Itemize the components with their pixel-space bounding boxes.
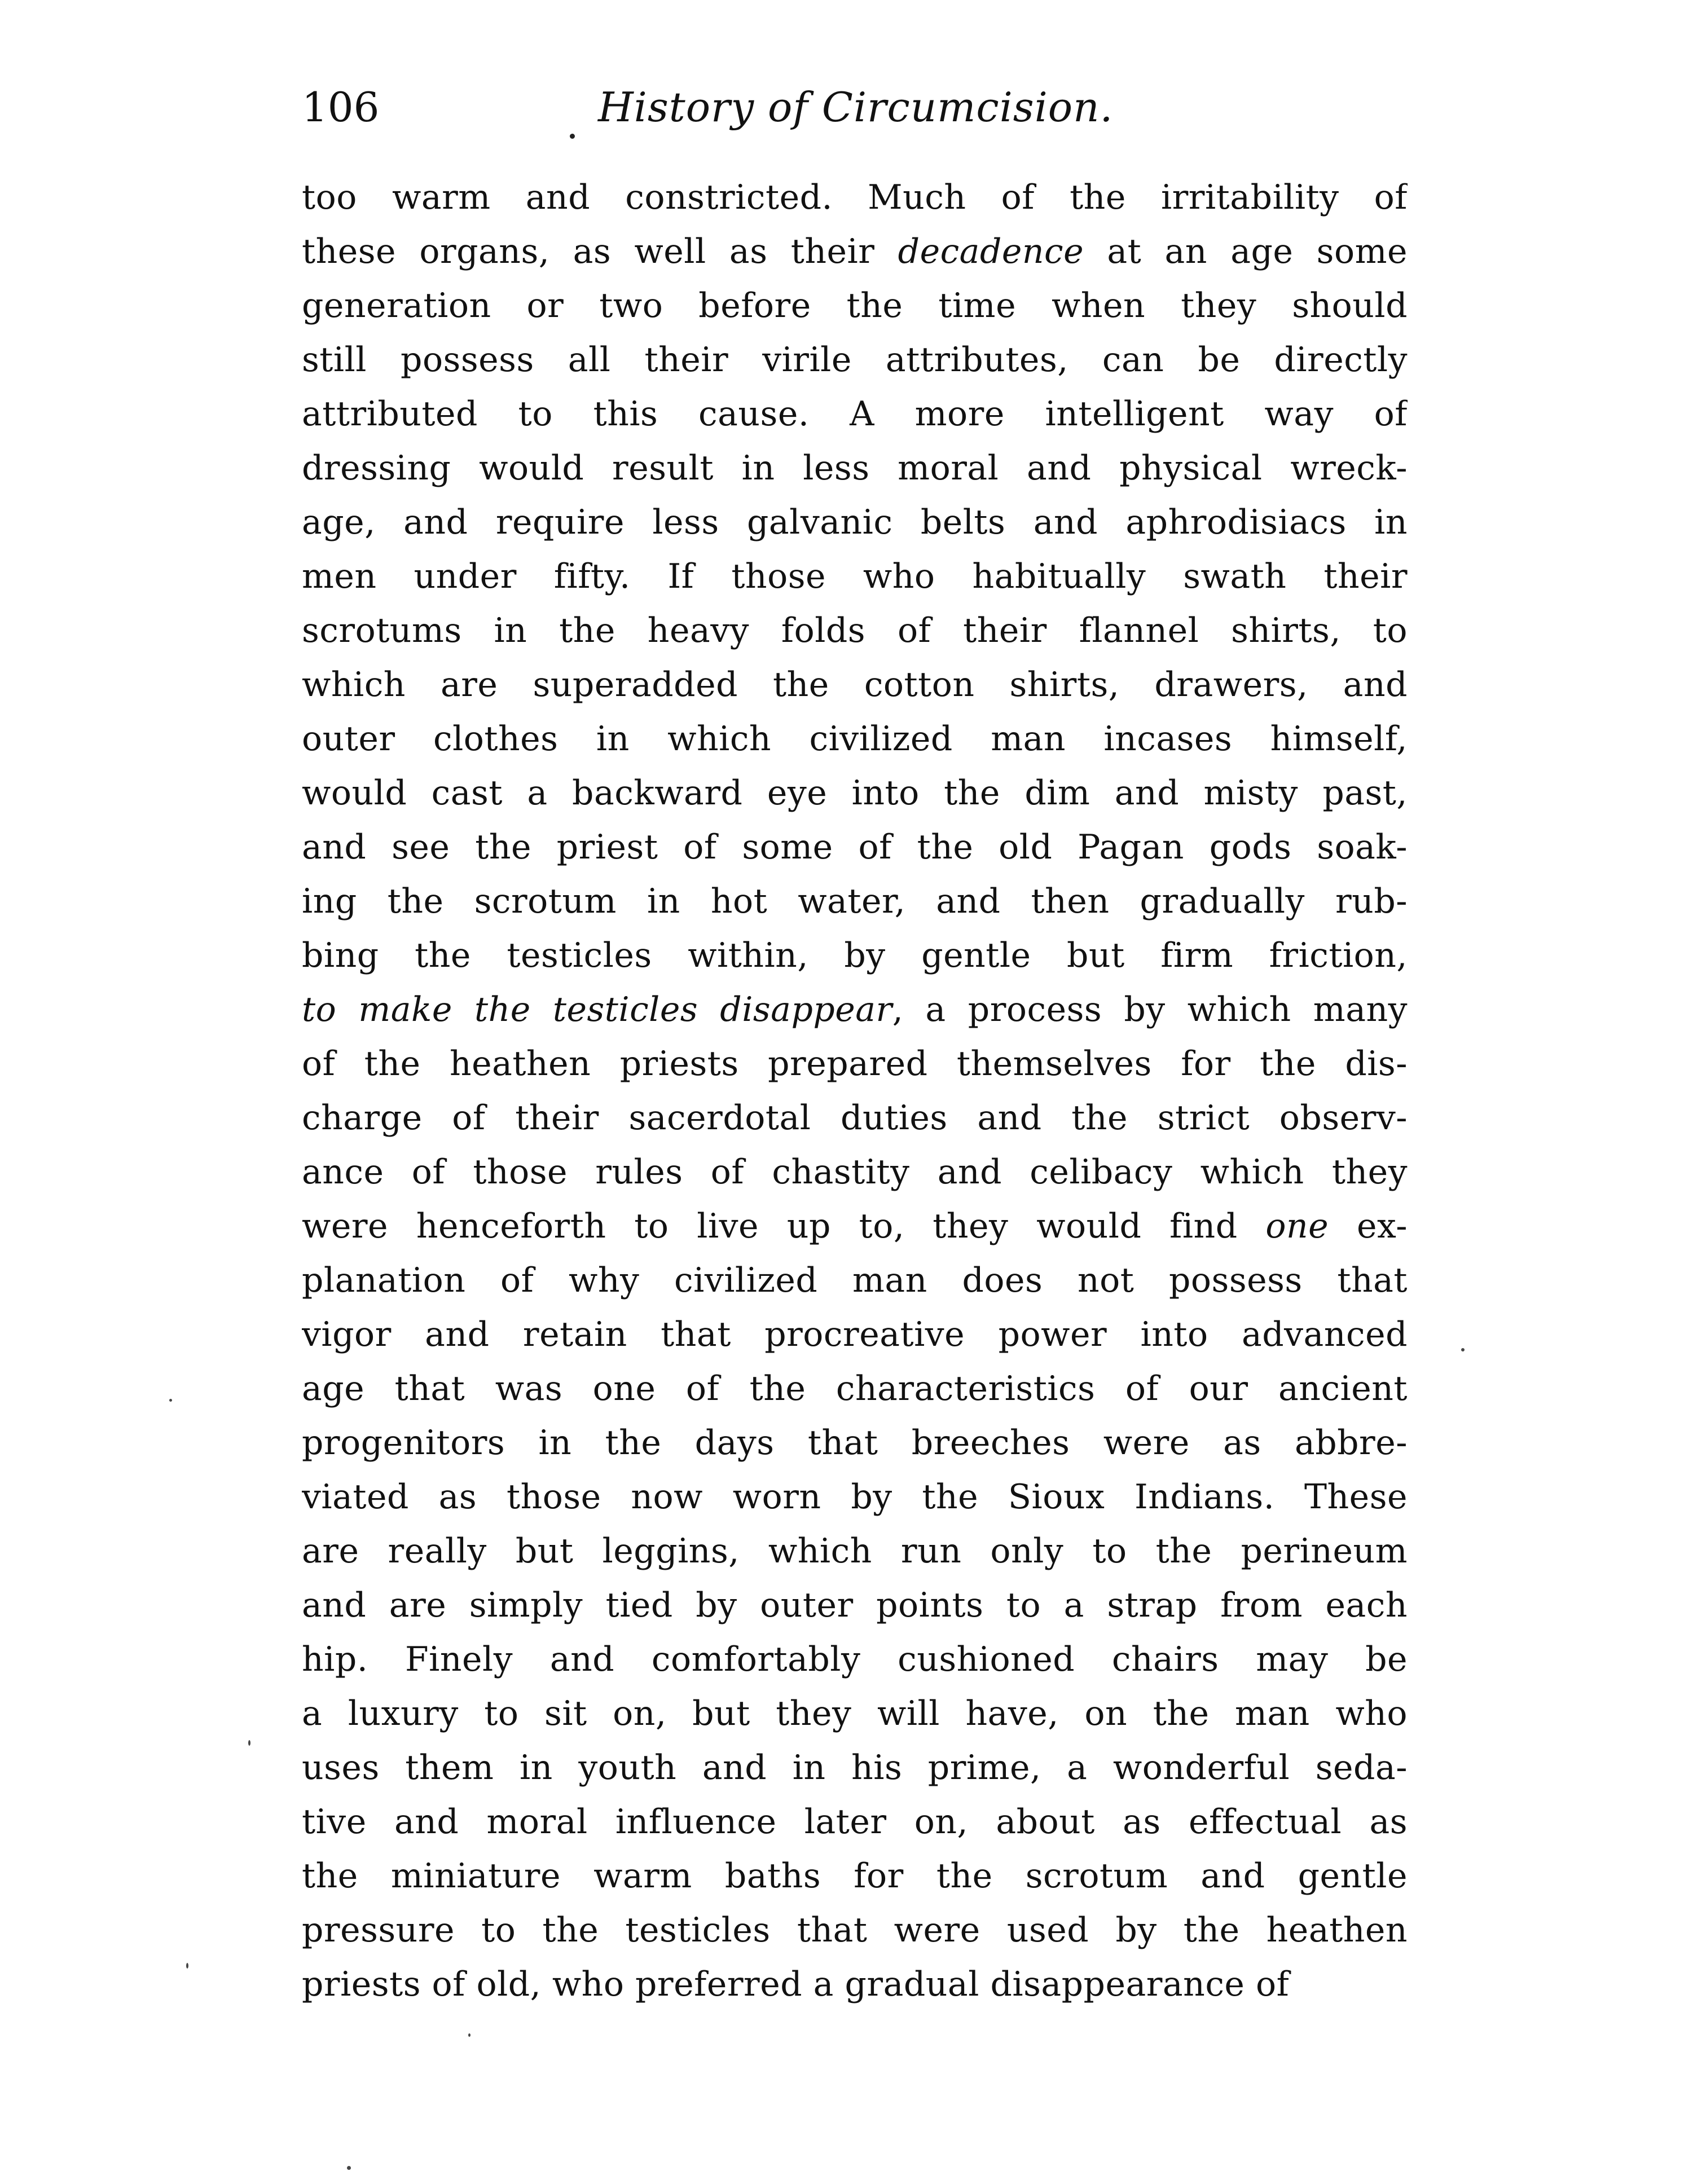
text-line — [302, 1578, 1408, 1632]
text-run: the miniature warm baths for the scrotum and gentle — [302, 1856, 1408, 1896]
text-run: which are superadded the cotton shirts, drawers, and — [302, 665, 1408, 704]
text-run: dressing would result in less moral and physical wreck- — [302, 448, 1408, 488]
text-run: age, and require less galvanic belts and aphrodisiacs in — [302, 503, 1408, 542]
text-run: pressure to the testicles that were used by the heathen — [302, 1910, 1408, 1950]
text-run: ing the scrotum in hot water, and then gradually rub- — [302, 882, 1408, 921]
text-run: priests of old, who preferred a gradual disappearance of — [302, 1965, 1290, 2004]
text-line — [302, 495, 1408, 549]
text-line — [302, 766, 1408, 820]
text-run: bing the testicles within, by gentle but firm friction, — [302, 936, 1408, 975]
text-line — [302, 928, 1408, 983]
text-line — [302, 170, 1408, 224]
text-run: are really but leggins, which run only to the perineum — [302, 1531, 1408, 1571]
text-line — [302, 1903, 1408, 1957]
text-line — [302, 224, 1408, 279]
text-run: attributed to this cause. A more intelligent way of — [302, 394, 1408, 434]
text-run: a luxury to sit on, but they will have, on the man who — [302, 1694, 1408, 1733]
text-run: progenitors in the days that breeches were as abbre- — [302, 1423, 1408, 1463]
text-line — [302, 1741, 1408, 1795]
text-line — [302, 1795, 1408, 1849]
ink-speck — [468, 2033, 470, 2037]
text-run: hip. Finely and comfortably cushioned chairs may be — [302, 1640, 1408, 1679]
text-line — [302, 1957, 1408, 2011]
text-run: viated as those now worn by the Sioux Indians. These — [302, 1477, 1408, 1517]
running-header — [302, 73, 1408, 141]
text-line — [302, 1849, 1408, 1903]
text-line — [302, 1632, 1408, 1687]
text-run: age that was one of the characteristics of our ancient — [302, 1369, 1408, 1408]
running-title: History of Circumcision. — [598, 83, 1114, 131]
text-run: were henceforth to live up to, they would find — [302, 1207, 1266, 1246]
text-run: still possess all their virile attributes, can be directly — [302, 340, 1408, 380]
text-line — [302, 658, 1408, 712]
text-line — [302, 820, 1408, 874]
text-run: tive and moral influence later on, about as effectual as — [302, 1802, 1408, 1842]
ink-speck — [186, 1963, 188, 1969]
text-line — [302, 1091, 1408, 1145]
ink-speck — [1461, 1348, 1465, 1351]
text-run: planation of why civilized man does not possess that — [302, 1261, 1408, 1300]
text-run: of the heathen priests prepared themselves for the dis- — [302, 1044, 1408, 1084]
text-line — [302, 279, 1408, 333]
text-run: ex- — [1329, 1207, 1408, 1246]
text-run: , a process by which many — [892, 990, 1408, 1029]
text-run: would cast a backward eye into the dim and misty past, — [302, 773, 1408, 813]
text-line — [302, 441, 1408, 495]
text-run: and see the priest of some of the old Pagan gods soak- — [302, 827, 1408, 867]
text-line — [302, 874, 1408, 928]
text-run: outer clothes in which civilized man incases himself, — [302, 719, 1408, 759]
text-line — [302, 1470, 1408, 1524]
text-run: charge of their sacerdotal duties and the strict observ- — [302, 1098, 1408, 1138]
text-line — [302, 712, 1408, 766]
text-run: vigor and retain that procreative power into advanced — [302, 1315, 1408, 1354]
text-run: uses them in youth and in his prime, a wonderful seda- — [302, 1748, 1408, 1787]
text-line — [302, 1145, 1408, 1199]
ink-speck — [570, 134, 575, 139]
text-line — [302, 387, 1408, 441]
text-run: at an age some — [1084, 232, 1408, 271]
text-line — [302, 1416, 1408, 1470]
text-line — [302, 604, 1408, 658]
italic-run: decadence — [898, 232, 1084, 271]
text-line — [302, 1199, 1408, 1253]
text-line — [302, 1307, 1408, 1362]
ink-speck — [248, 1740, 250, 1746]
text-run: generation or two before the time when they should — [302, 286, 1408, 325]
text-line — [302, 1037, 1408, 1091]
text-run: and are simply tied by outer points to a strap from each — [302, 1586, 1408, 1625]
text-run: scrotums in the heavy folds of their flannel shirts, to — [302, 611, 1408, 650]
body-text — [302, 170, 1408, 2011]
text-line — [302, 549, 1408, 604]
text-line — [302, 1687, 1408, 1741]
text-run: these organs, as well as their — [302, 232, 898, 271]
text-line — [302, 1524, 1408, 1578]
ink-speck — [347, 2166, 351, 2170]
text-run: men under fifty. If those who habitually swath their — [302, 557, 1408, 596]
text-run: ance of those rules of chastity and celibacy which they — [302, 1152, 1408, 1192]
text-line — [302, 1362, 1408, 1416]
text-line — [302, 1253, 1408, 1307]
italic-run: one — [1265, 1207, 1329, 1246]
text-line — [302, 983, 1408, 1037]
page-number: 106 — [302, 83, 380, 131]
text-line — [302, 333, 1408, 387]
text-run: too warm and constricted. Much of the irritability of — [302, 178, 1408, 217]
italic-run: to make the testicles disappear — [302, 990, 892, 1029]
ink-speck — [169, 1399, 172, 1402]
